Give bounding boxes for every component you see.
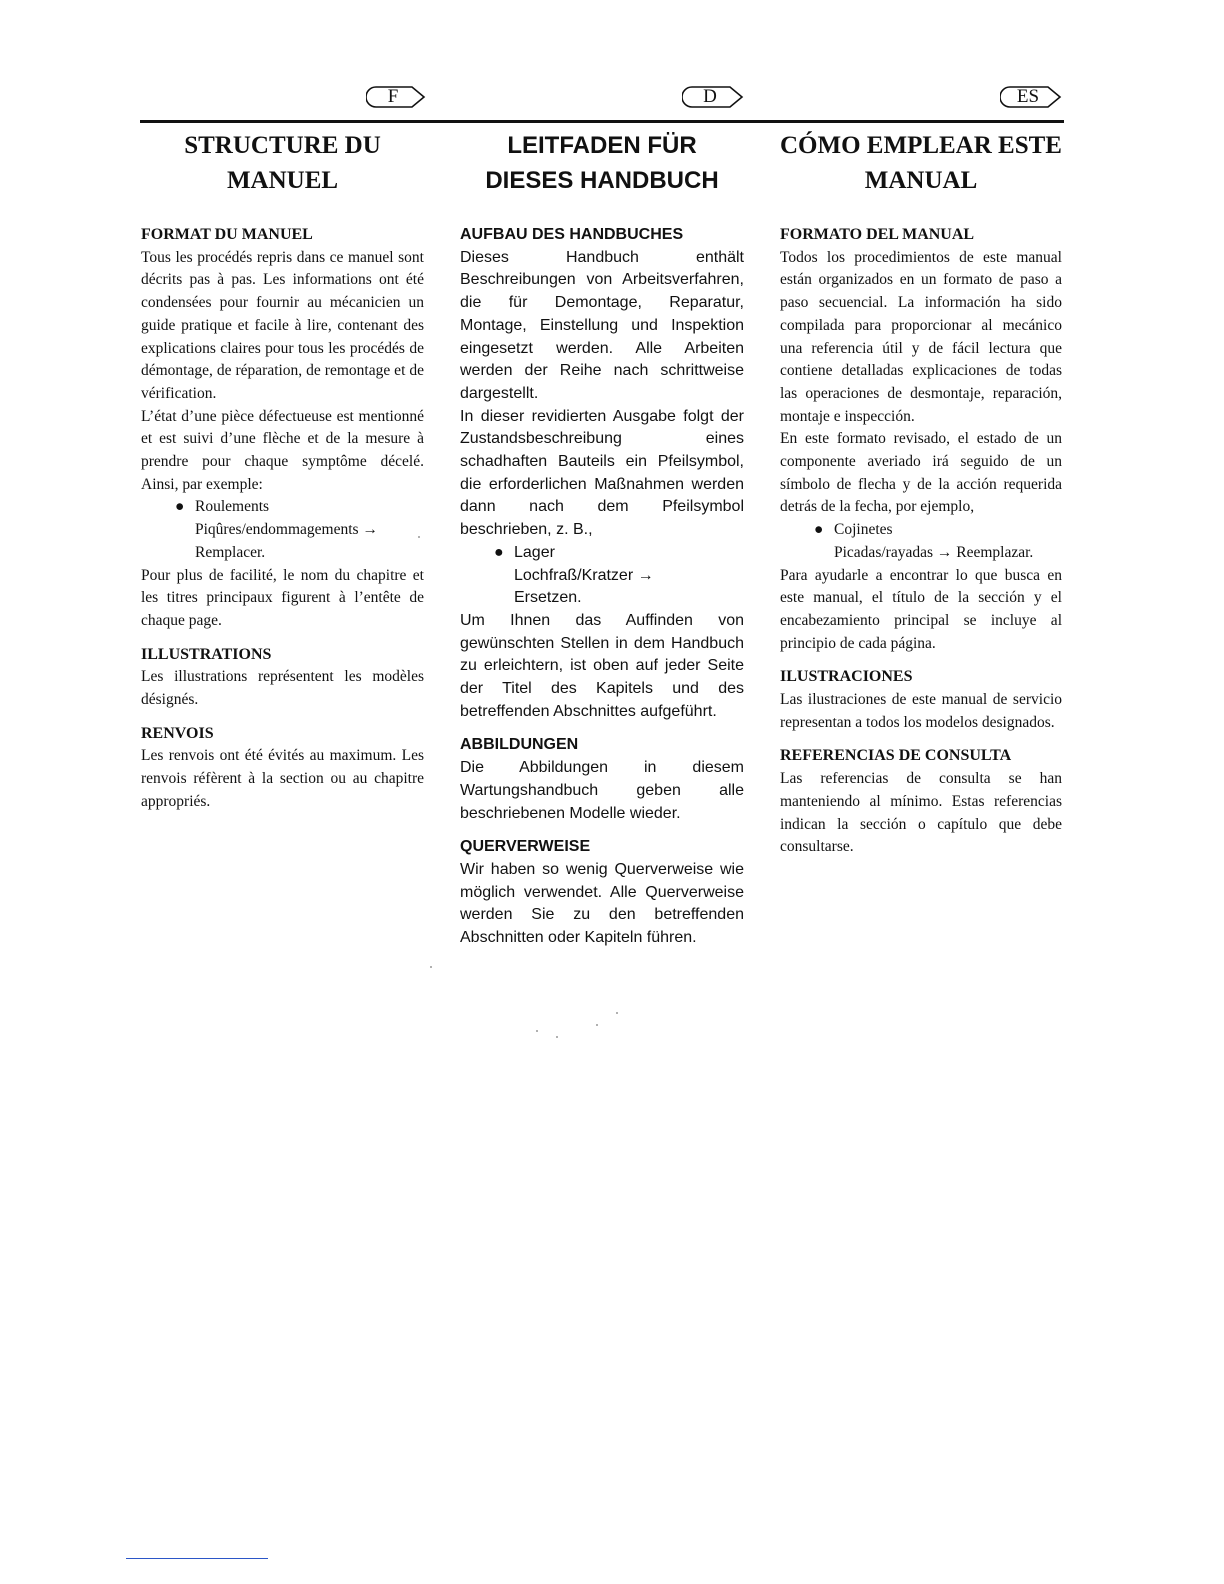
bullet-icon: ● (175, 498, 185, 516)
scan-speck (418, 536, 420, 538)
bullet-item (814, 519, 1062, 542)
spanish-column (780, 128, 1062, 859)
section-heading-referencias: REFERENCIAS DE CONSULTA (780, 747, 1012, 765)
scan-speck (596, 1024, 598, 1026)
language-badge-spanish (1000, 86, 1062, 108)
french-title-line2: MANUEL (226, 167, 339, 194)
example-line: Picadas/rayadas → Reemplazar. (834, 543, 1034, 561)
spanish-title-line2: MANUAL (864, 167, 978, 194)
scan-speck (430, 966, 432, 968)
section-heading-querverweise: QUERVERWEISE (460, 838, 591, 856)
paragraph: Les renvois ont été évités au maximum. Les renvois réfèrent à la section ou au chapitre appropriés. (141, 747, 424, 810)
spanish-title (780, 128, 1062, 198)
scan-speck (556, 1036, 558, 1038)
language-badge-german (682, 86, 744, 108)
paragraph: Todos los procedimientos de este manual están organizados en un formato de paso a paso secuencial. La información ha sido compilada para proporcionar al mecánico una referencia útil y de fácil lectura que contiene detalladas explicaciones de todas las operaciones de desmontaje, reparación, montaje e inspección. (780, 248, 1062, 425)
bullet-label: Lager (514, 543, 555, 561)
german-title (460, 128, 744, 198)
french-title-line1: STRUCTURE DU (184, 132, 381, 159)
paragraph: Um Ihnen das Auffinden von gewünschten Stellen in dem Handbuch zu erleichtern, ist oben auf jeder Seite der Titel des Kapitels und des betreffenden Abschnittes aufgeführt. (460, 611, 744, 720)
bullet-icon: ● (814, 521, 824, 539)
paragraph: Die Abbildungen in diesem Wartungshandbuch geben alle beschriebenen Modelle wieder. (460, 759, 744, 822)
paragraph: L’état d’une pièce défectueuse est mentionné et est suivi d’une flèche et de la mesure à prendre pour chaque symptôme décelé. Ainsi, par exemple: (141, 407, 424, 493)
header-rule (140, 120, 1064, 123)
language-badge-french (366, 86, 426, 108)
paragraph: Les illustrations représentent les modèles désignés. (141, 668, 424, 709)
paragraph: En este formato revisado, el estado de un componente averiado irá seguido de un símbolo de flecha y de la acción requerida detrás de la fecha, por ejemplo, (780, 430, 1062, 516)
paragraph: Para ayudarle a encontrar lo que busca en este manual, el título de la sección y el encabezamiento principal se incluye al principio de cada página. (780, 566, 1062, 652)
bullet-label: Cojinetes (834, 521, 893, 539)
example-line: Ersetzen. (514, 589, 582, 607)
french-title (141, 128, 424, 198)
section-heading-ilustraciones: ILUSTRACIONES (780, 668, 913, 686)
section-heading-aufbau: AUFBAU DES HANDBUCHES (460, 226, 684, 243)
german-title-line2: DIESES HANDBUCH (485, 167, 719, 194)
paragraph: Pour plus de facilité, le nom du chapitre et les titres principaux figurent à l’entête de chaque page. (141, 566, 424, 629)
section-heading-format: FORMAT DU MANUEL (141, 226, 313, 243)
bullet-label: Roulements (195, 498, 270, 516)
section-heading-illustrations: ILLUSTRATIONS (141, 645, 272, 663)
example-line: Piqûres/endommagements → (195, 521, 378, 539)
paragraph: Tous les procédés repris dans ce manuel sont décrits pas à pas. Les informations ont été condensées pour fournir au mécanicien un guide pratique et facile à lire, contenant des explications claires pour tous les procédés de démontage, de réparation, de remontage et de vérification. (141, 248, 424, 402)
french-column (141, 128, 424, 814)
badge-label: F (387, 86, 399, 107)
scan-speck (616, 1012, 618, 1014)
paragraph: Las referencias de consulta se han manteniendo al mínimo. Estas referencias indican la sección o capítulo que debe consultarse. (780, 770, 1062, 856)
scan-speck (536, 1030, 538, 1032)
section-heading-renvois: RENVOIS (141, 724, 214, 742)
paragraph: Wir haben so wenig Querverweise wie möglich verwendet. Alle Querverweise werden Sie zu den betreffenden Abschnitten oder Kapiteln führen. (460, 860, 744, 947)
paragraph: Dieses Handbuch enthält Beschreibungen von Arbeitsverfahren, die für Demontage, Reparatur, Montage, Einstellung und Inspektion eingesetzt werden. Alle Arbeiten werden der Reihe nach schrittweise dargestellt. (460, 248, 744, 402)
badge-label: ES (1016, 86, 1040, 107)
bullet-item (494, 542, 744, 565)
bullet-icon: ● (494, 543, 504, 561)
section-heading-formato: FORMATO DEL MANUAL (780, 226, 975, 243)
example-line: Remplacer. (195, 543, 266, 561)
badge-label: D (703, 86, 717, 107)
paragraph: In dieser revidierten Ausgabe folgt der Zustandsbeschreibung eines schadhaften Bauteils ein Pfeilsymbol, die erforderlichen Maßnahmen werden dann nach dem Pfeilsymbol beschrieben, z. B., (460, 407, 744, 539)
example-line: Lochfraß/Kratzer → (514, 566, 654, 584)
bullet-item (175, 496, 424, 519)
section-heading-abbildungen: ABBILDUNGEN (460, 736, 579, 754)
paragraph: Las ilustraciones de este manual de servicio representan a todos los modelos designados. (780, 691, 1062, 731)
footer-line (126, 1558, 268, 1559)
spanish-title-line1: CÓMO EMPLEAR ESTE (780, 132, 1062, 159)
german-title-line1: LEITFADEN FÜR (507, 132, 697, 159)
german-column (460, 128, 744, 950)
